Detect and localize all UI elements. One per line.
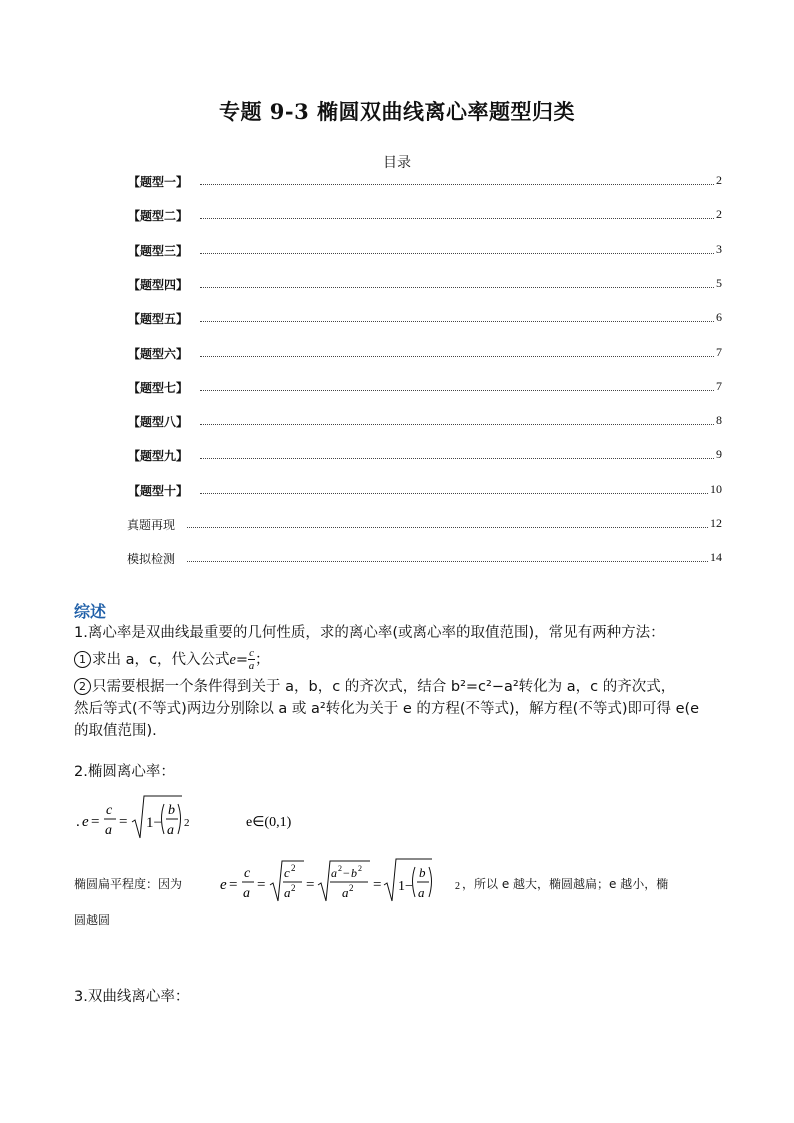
flatness-prefix: 椭圆扁平程度：因为	[74, 877, 183, 891]
ellipse-range: e∈(0,1)	[246, 815, 292, 830]
toc-entry-label: 【题型三】	[128, 243, 189, 258]
toc-entry-label: 【题型一】	[128, 175, 189, 189]
svg-text:c: c	[284, 865, 290, 880]
paragraph-3: 3.双曲线离心率：	[74, 989, 190, 1005]
toc-entry[interactable]	[0, 207, 794, 225]
toc-page-number: 7	[716, 344, 722, 359]
method-1-text: 求出 a，c，代入公式	[92, 652, 230, 668]
toc-entry-label: 【题型十】	[128, 483, 189, 498]
svg-text:a: a	[167, 823, 174, 838]
toc-entry[interactable]	[0, 345, 794, 363]
svg-text:a: a	[105, 823, 112, 838]
svg-text:=: =	[119, 814, 128, 830]
ellipse-eccentricity-formula	[74, 790, 394, 846]
toc-entry[interactable]	[0, 550, 794, 568]
svg-text:=: =	[257, 877, 266, 893]
toc-leader-dots	[200, 356, 714, 357]
toc-entry[interactable]	[0, 276, 794, 294]
toc-entry-label: 【题型八】	[128, 415, 189, 430]
toc-entry-label: 【题型九】	[128, 449, 189, 464]
svg-text:a: a	[284, 885, 291, 900]
toc-entry[interactable]	[0, 173, 794, 191]
method-2-line-1: 只需要根据一个条件得到关于 a，b，c 的齐次式，结合 b²=c²−a²转化为 a，c 的齐次式，	[92, 679, 676, 695]
method-2-line-2: 然后等式(不等式)两边分别除以 a 或 a²转化为关于 e 的方程(不等式)，解方程(不等式)即可得 e(e	[74, 701, 700, 717]
svg-text:2: 2	[349, 883, 354, 893]
svg-text:2: 2	[291, 863, 296, 873]
svg-text:c: c	[244, 866, 251, 881]
svg-text:=: =	[229, 877, 238, 893]
toc-page-number: 3	[716, 241, 722, 256]
svg-text:c: c	[106, 803, 113, 818]
toc-page-number: 14	[710, 550, 722, 565]
svg-text:a: a	[331, 866, 337, 880]
toc-leader-dots	[187, 561, 708, 562]
svg-text:2: 2	[184, 817, 190, 829]
svg-text:2: 2	[358, 864, 362, 873]
toc-page-number: 5	[716, 275, 722, 290]
toc-entry[interactable]	[0, 447, 794, 465]
eccentricity-formula: e= $\frac{c}{a}$ ；	[229, 647, 270, 672]
circled-number-1: 1	[74, 651, 91, 668]
toc-entry[interactable]	[0, 482, 794, 500]
flatness-line-2: 圆越圆	[74, 913, 111, 927]
flatness-suffix: ，所以 e 越大，椭圆越扁；e 越小，椭	[462, 877, 669, 891]
toc-leader-dots	[187, 527, 708, 528]
svg-text:=: =	[306, 877, 315, 893]
overview-heading: 综述	[74, 602, 107, 621]
svg-text:e: e	[82, 814, 89, 830]
paragraph-2: 2.椭圆离心率：	[74, 764, 175, 780]
svg-text:b: b	[168, 803, 175, 818]
toc-page-number: 12	[710, 516, 722, 530]
toc-leader-dots	[200, 253, 714, 254]
toc-entry-label: 【题型五】	[128, 312, 189, 327]
svg-text:b: b	[351, 866, 357, 880]
toc-entry[interactable]	[0, 242, 794, 260]
toc-leader-dots	[200, 218, 714, 219]
svg-text:b: b	[419, 865, 426, 880]
svg-text:a: a	[243, 886, 250, 901]
svg-text:=: =	[91, 814, 100, 830]
svg-text:.: .	[76, 814, 80, 830]
toc-leader-dots	[200, 390, 714, 391]
paragraph-1: 1.离心率是双曲线最重要的几何性质，求的离心率(或离心率的取值范围)，常见有两种方法：	[74, 625, 665, 641]
toc-entry-label: 【题型二】	[128, 209, 189, 224]
toc-heading: 目录	[383, 155, 411, 171]
toc-leader-dots	[200, 321, 714, 322]
svg-text:a: a	[418, 885, 425, 900]
toc-page-number: 10	[710, 481, 722, 496]
method-1	[74, 648, 724, 672]
toc-entry-label: 模拟检测	[127, 552, 176, 567]
toc-entry-label: 【题型六】	[128, 346, 189, 361]
document-title: 专题 9-3 椭圆双曲线离心率题型归类	[218, 99, 576, 124]
toc-leader-dots	[200, 287, 714, 288]
svg-text:1−: 1−	[146, 815, 162, 831]
method-2	[74, 677, 724, 697]
flatness-formula	[218, 853, 468, 909]
toc-leader-dots	[200, 493, 708, 494]
svg-text:2: 2	[338, 864, 342, 873]
toc-entry[interactable]	[0, 379, 794, 397]
toc-leader-dots	[200, 184, 714, 185]
toc-leader-dots	[200, 424, 714, 425]
toc-entry-label: 【题型七】	[128, 380, 189, 395]
toc-page-number: 7	[716, 378, 722, 393]
svg-text:1−: 1−	[398, 879, 413, 894]
toc-entry[interactable]	[0, 310, 794, 328]
toc-leader-dots	[200, 458, 714, 459]
svg-text:−: −	[343, 866, 350, 880]
svg-text:2: 2	[455, 881, 460, 892]
svg-text:2: 2	[291, 883, 296, 893]
toc-page-number: 8	[716, 413, 722, 428]
toc-page-number: 2	[716, 173, 722, 187]
toc-page-number: 2	[716, 207, 722, 222]
method-2-line-3: 的取值范围).	[74, 723, 157, 739]
svg-text:e: e	[220, 877, 227, 893]
toc-page-number: 9	[716, 447, 722, 462]
toc-entry[interactable]	[0, 413, 794, 431]
circled-number-2: 2	[74, 678, 91, 695]
toc-entry-label: 【题型四】	[128, 277, 189, 292]
svg-text:a: a	[342, 885, 349, 900]
toc-entry-label: 真题再现	[127, 518, 176, 532]
toc-entry[interactable]	[0, 516, 794, 534]
svg-text:=: =	[373, 877, 382, 893]
toc-page-number: 6	[716, 310, 722, 325]
